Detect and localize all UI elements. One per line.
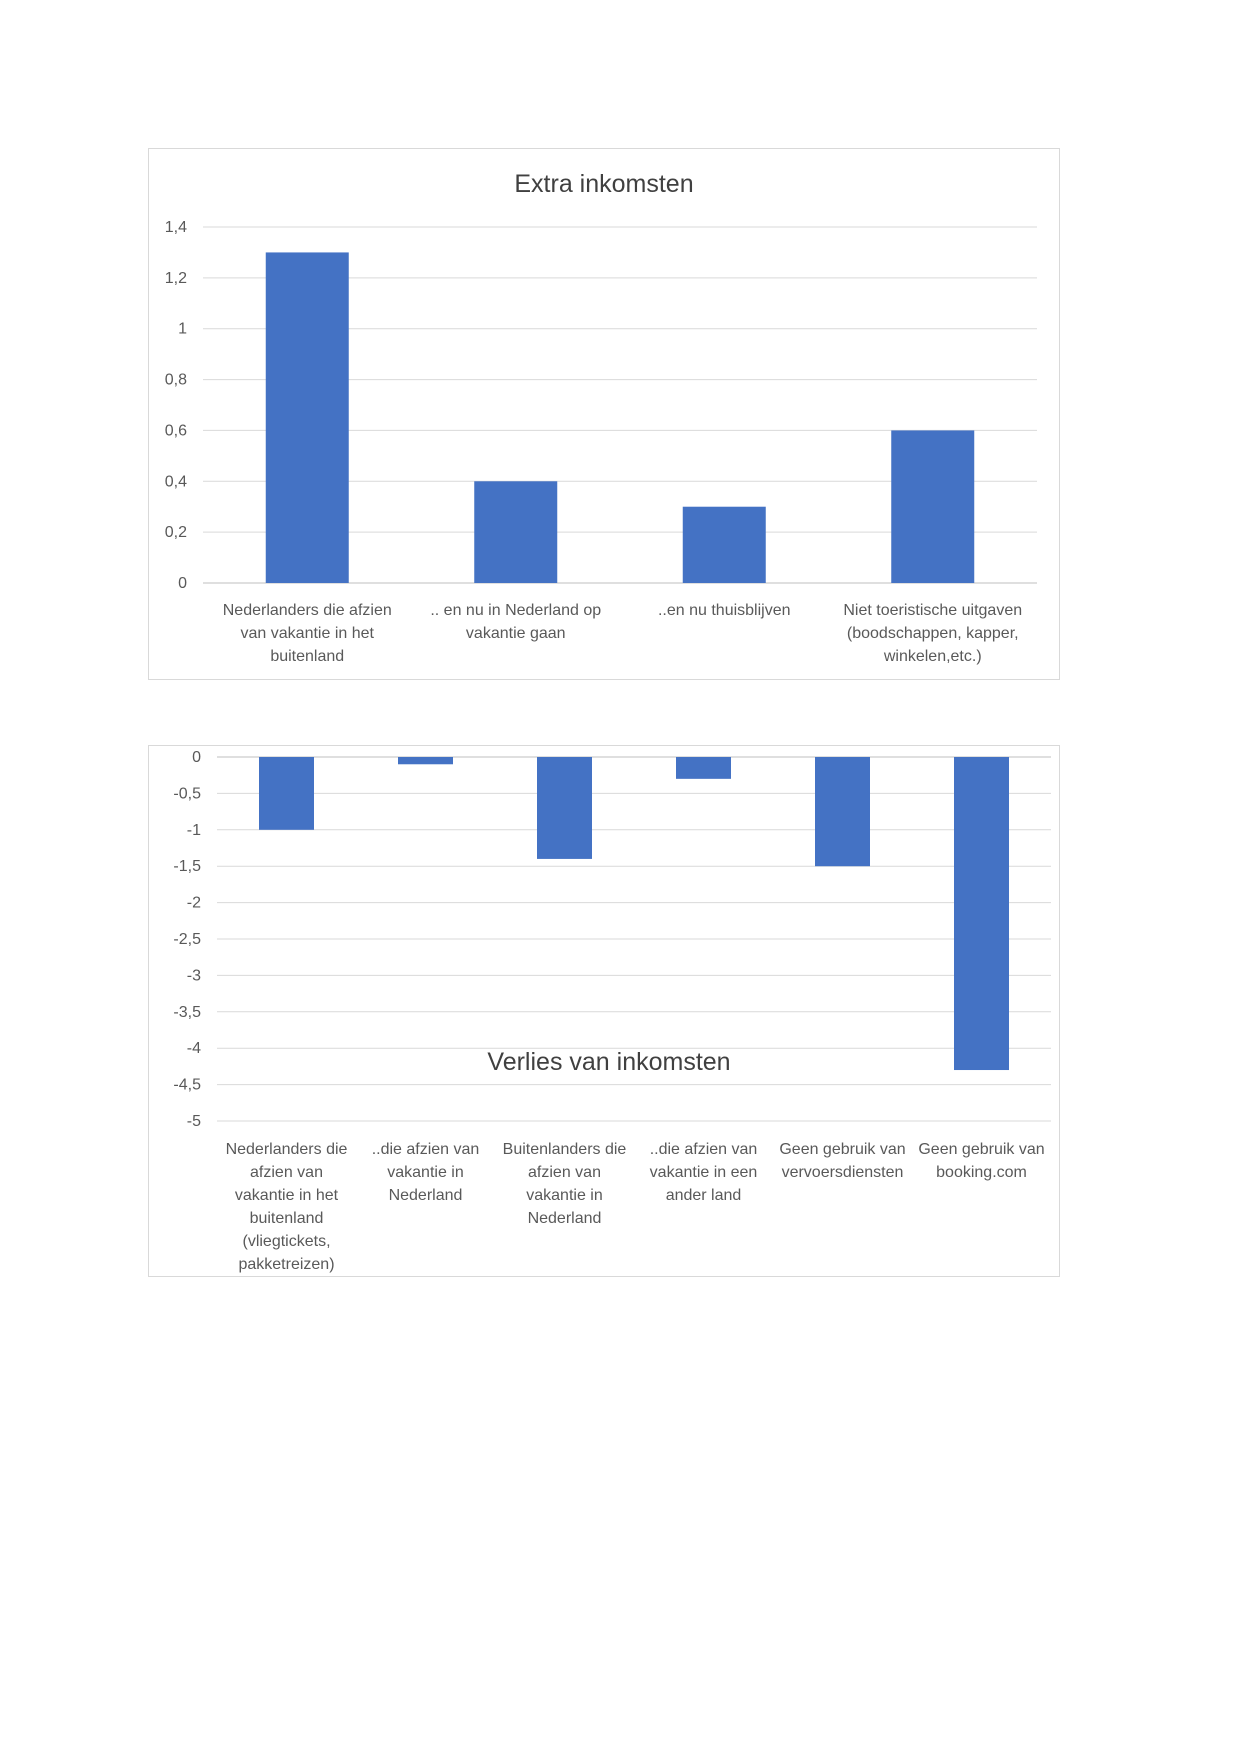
y-tick-label: -2 xyxy=(186,894,201,912)
x-category-label: Geen gebruik van vervoersdiensten xyxy=(779,1141,906,1181)
x-category-label: Nederlanders die afzien van vakantie in het buitenland (vliegtickets, pakketreizen) xyxy=(225,1141,348,1273)
y-tick-label: 0,2 xyxy=(164,524,187,542)
y-tick-label: 0,6 xyxy=(164,422,187,440)
y-tick-label: -5 xyxy=(186,1113,201,1130)
chart-title: Verlies van inkomsten xyxy=(487,1048,731,1076)
y-tick-label: 0 xyxy=(178,575,187,592)
chart-verlies-van-inkomsten-svg xyxy=(149,746,1059,1276)
bar xyxy=(259,757,314,830)
x-category-label: Buitenlanders die afzien van vakantie in Nederland xyxy=(502,1141,627,1227)
y-tick-label: 0 xyxy=(192,749,201,766)
bar xyxy=(676,757,731,779)
y-tick-label: 1,4 xyxy=(164,219,187,236)
y-tick-label: -1 xyxy=(186,821,201,839)
x-category-label: .. en nu in Nederland op vakantie gaan xyxy=(430,602,602,642)
y-tick-label: -4 xyxy=(186,1040,201,1058)
y-tick-label: -0,5 xyxy=(173,785,201,803)
y-tick-label: -3 xyxy=(186,967,201,985)
chart-verlies-van-inkomsten xyxy=(148,745,1060,1277)
y-tick-label: 0,8 xyxy=(164,371,187,389)
y-tick-label: -2,5 xyxy=(173,931,201,948)
y-tick-label: -1,5 xyxy=(173,858,201,876)
y-tick-label: -4,5 xyxy=(173,1076,201,1094)
bar xyxy=(954,757,1009,1070)
y-tick-label: 0,4 xyxy=(164,473,187,491)
chart-extra-inkomsten xyxy=(148,148,1060,680)
chart-title: Extra inkomsten xyxy=(514,170,694,198)
x-category-label: ..die afzien van vakantie in een ander land xyxy=(649,1141,758,1204)
x-category-label: Niet toeristische uitgaven (boodschappen, kapper, winkelen,etc.) xyxy=(843,602,1023,665)
bar xyxy=(683,507,766,583)
bar xyxy=(398,757,453,764)
bar xyxy=(891,430,974,583)
bar xyxy=(815,757,870,866)
chart-extra-inkomsten-svg xyxy=(149,149,1059,679)
x-category-label: Nederlanders die afzien van vakantie in het buitenland xyxy=(222,602,392,665)
y-tick-label: -3,5 xyxy=(173,1003,201,1021)
x-category-label: ..die afzien van vakantie in Nederland xyxy=(371,1141,480,1204)
x-category-label: ..en nu thuisblijven xyxy=(657,602,791,619)
y-tick-label: 1 xyxy=(178,320,187,338)
bar xyxy=(474,481,557,583)
bar xyxy=(537,757,592,859)
x-category-label: Geen gebruik van booking.com xyxy=(918,1141,1045,1181)
bar xyxy=(266,252,349,583)
y-tick-label: 1,2 xyxy=(164,269,187,287)
